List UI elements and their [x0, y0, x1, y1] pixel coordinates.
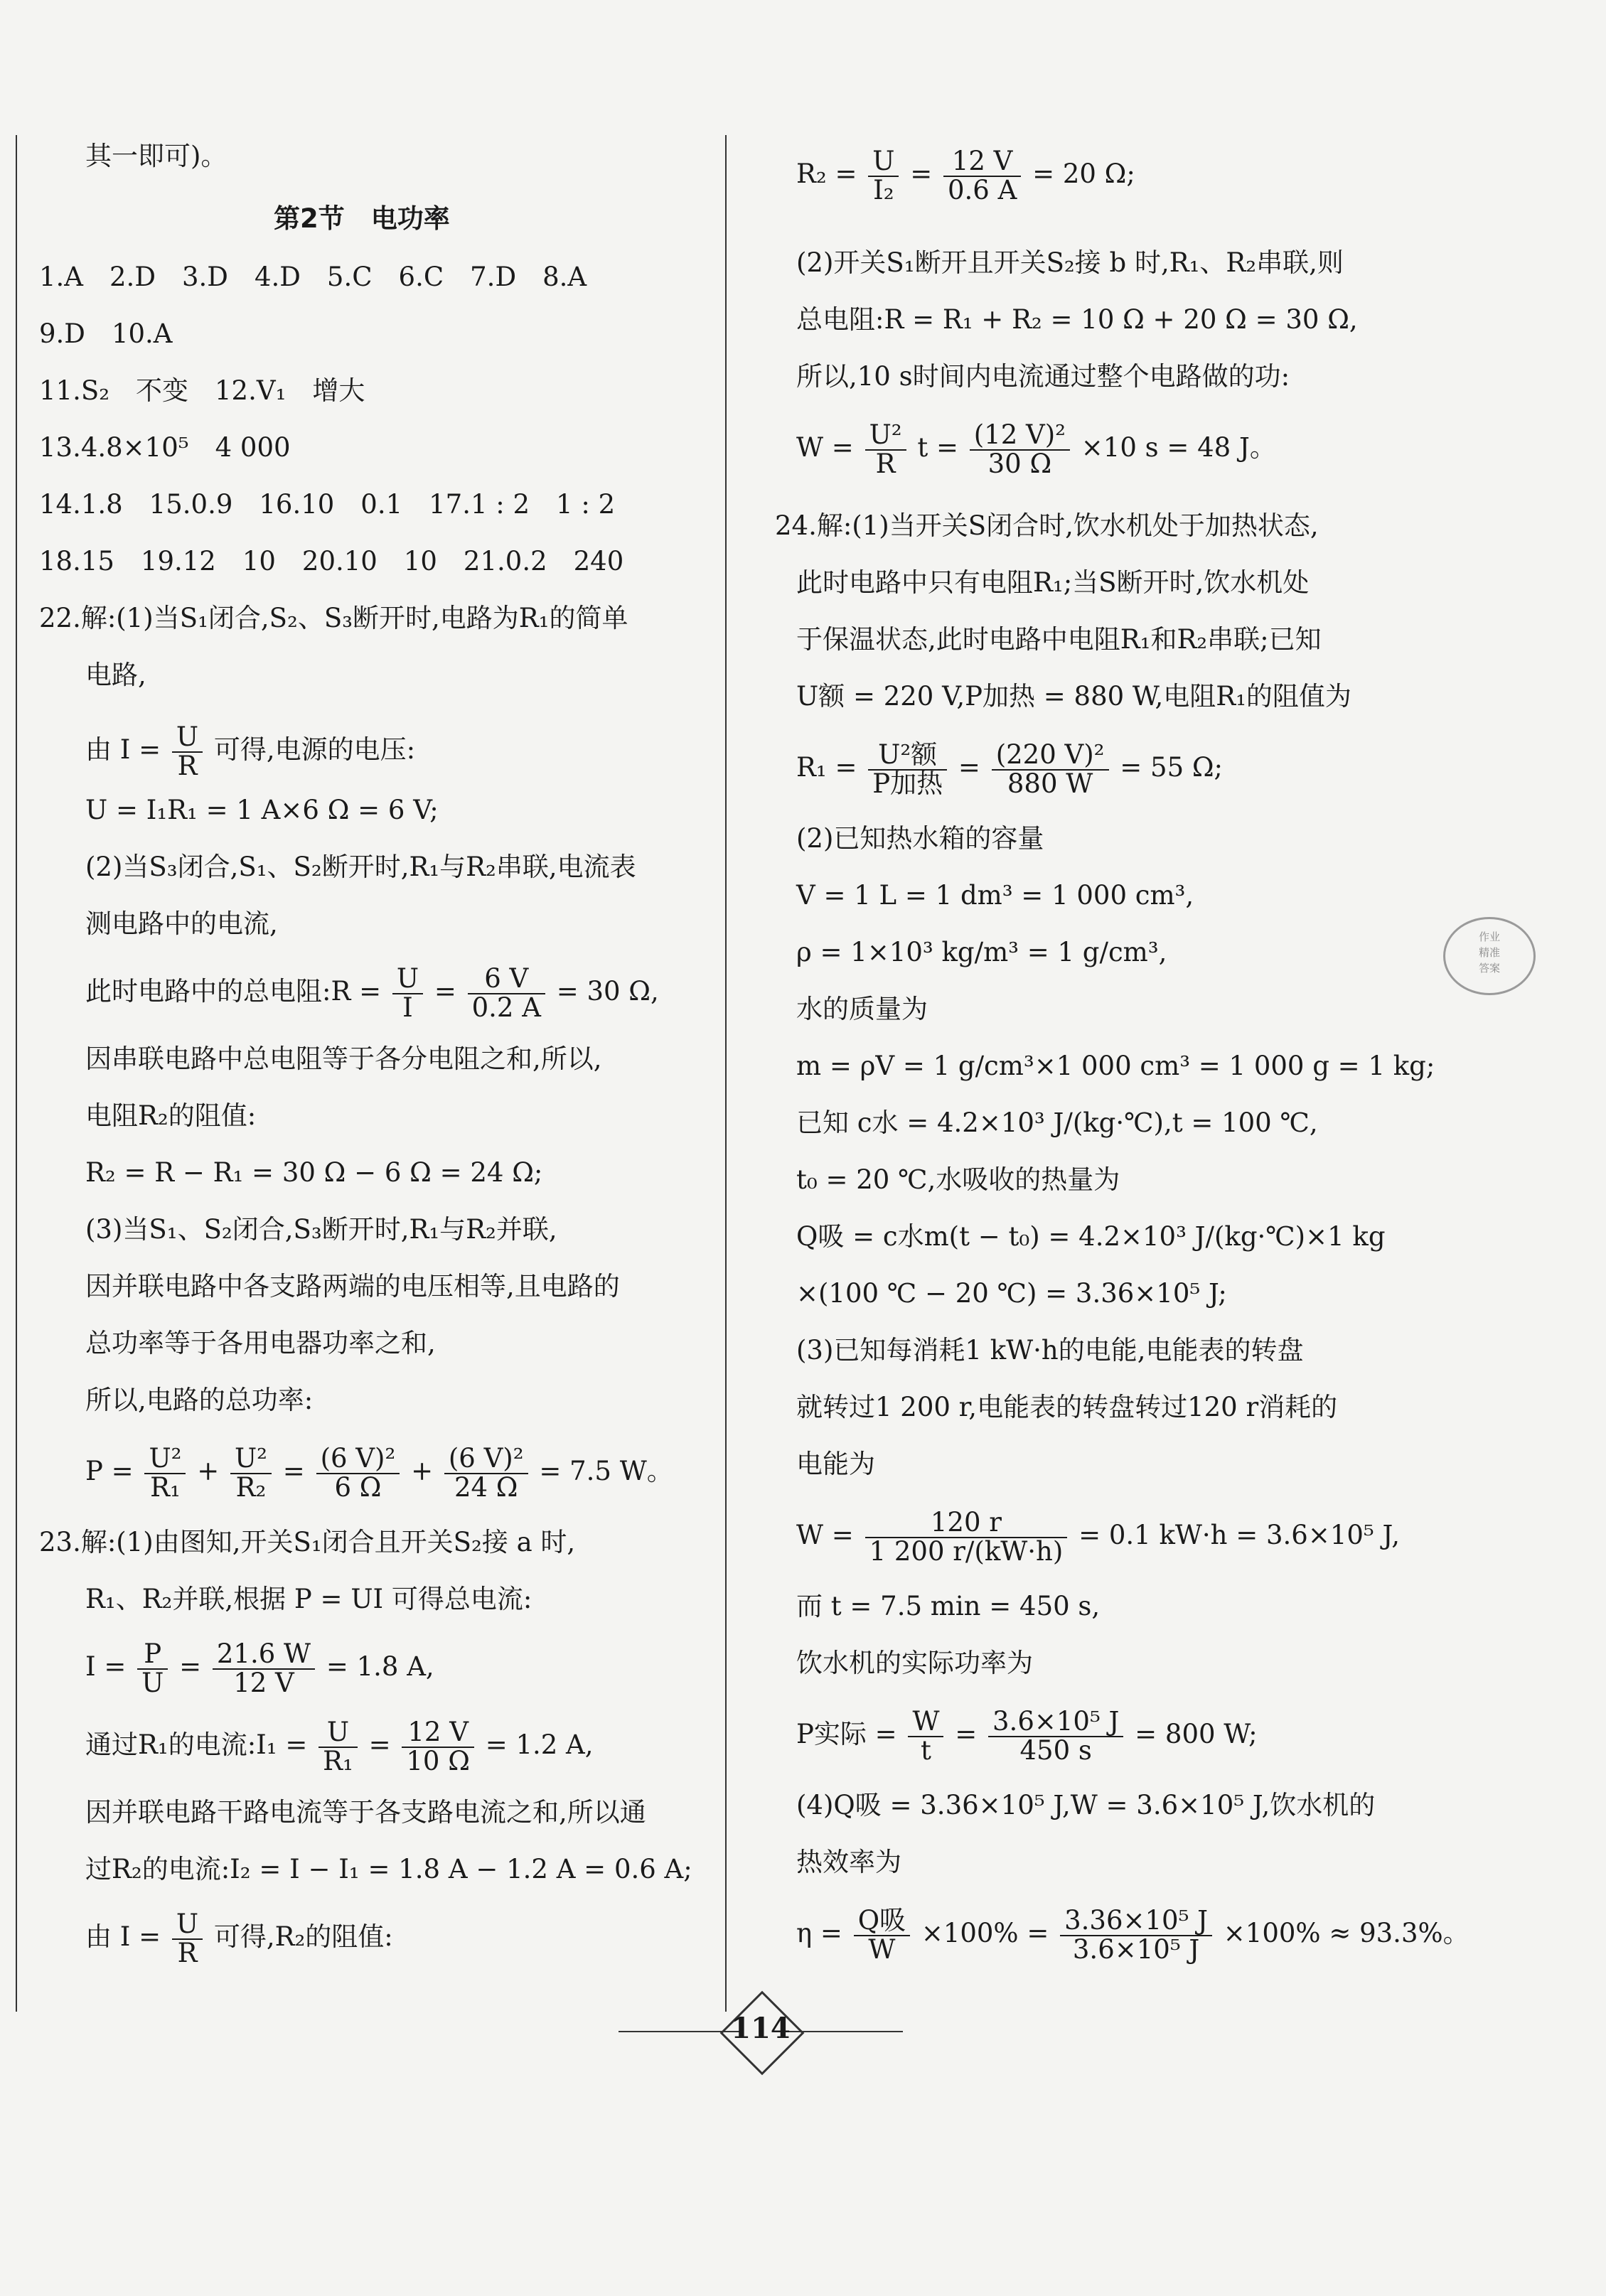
- text-line: 其一即可)。: [85, 141, 227, 171]
- denominator: t: [921, 1734, 931, 1766]
- solution-line: 所以,电路的总功率:: [85, 1385, 314, 1415]
- section-title: 第2节 电功率: [274, 203, 450, 234]
- numerator: 120 r: [865, 1509, 1068, 1538]
- formula-line: 已知 c水 = 4.2×10³ J/(kg·℃),t = 100 ℃,: [796, 1107, 1318, 1138]
- formula-line: ρ = 1×10³ kg/m³ = 1 g/cm³,: [796, 937, 1167, 967]
- formula-line: [796, 1898, 1470, 1969]
- denominator: R₁: [150, 1471, 181, 1503]
- solution-line: 总电阻:R = R₁ + R₂ = 10 Ω + 20 Ω = 30 Ω,: [796, 304, 1358, 335]
- numerator: 12 V: [943, 148, 1021, 177]
- formula-line: [796, 412, 1276, 483]
- formula-line: [85, 1905, 393, 1969]
- stamp-line-3: 答案: [1478, 962, 1500, 975]
- formula-text: W =: [796, 1520, 854, 1550]
- denominator: 0.2 A: [471, 992, 541, 1023]
- page-number: 114: [731, 2012, 791, 2045]
- solution-line: (3)当S₁、S₂闭合,S₃断开时,R₁与R₂并联,: [85, 1214, 557, 1245]
- solution-line: 此时电路中只有电阻R₁;当S断开时,饮水机处: [796, 567, 1310, 598]
- formula-text: +: [197, 1456, 220, 1486]
- fraction: [402, 1716, 474, 1776]
- formula-line: [85, 718, 415, 782]
- numerator: W: [908, 1708, 943, 1737]
- numerator: U²: [144, 1445, 186, 1474]
- solution-line: (2)当S₃闭合,S₁、S₂断开时,R₁与R₂串联,电流表: [85, 852, 636, 882]
- fraction: [316, 1442, 400, 1503]
- formula-text: 可得,电源的电压:: [213, 734, 416, 765]
- solution-line: 电能为: [796, 1449, 875, 1479]
- formula-text: R₂ =: [796, 159, 857, 189]
- numerator: 21.6 W: [213, 1641, 315, 1670]
- numerator: 12 V: [402, 1719, 474, 1748]
- formula-line: [796, 142, 1135, 206]
- formula-text: = 1.2 A,: [485, 1729, 594, 1760]
- denominator: R: [177, 750, 198, 781]
- formula-text: η =: [796, 1918, 842, 1948]
- formula-text: +: [411, 1456, 434, 1486]
- formula-line: [796, 1500, 1400, 1571]
- formula-text: I =: [85, 1651, 127, 1682]
- denominator: R₁: [323, 1745, 353, 1776]
- formula-line: [796, 1699, 1258, 1770]
- formula-text: =: [282, 1456, 305, 1486]
- formula-text: ×100% ≈ 93.3%。: [1223, 1918, 1470, 1948]
- fraction: [865, 1506, 1068, 1567]
- solution-line: 所以,10 s时间内电流通过整个电路做的功:: [796, 361, 1290, 392]
- formula-text: 可得,R₂的阻值:: [213, 1921, 393, 1952]
- formula-text: =: [179, 1651, 202, 1682]
- solution-line: R₁、R₂并联,根据 P = UI 可得总电流:: [85, 1584, 532, 1614]
- formula-text: = 0.1 kW·h = 3.6×10⁵ J,: [1078, 1520, 1400, 1550]
- denominator: P加热: [872, 768, 943, 799]
- formula-text: =: [368, 1729, 391, 1760]
- formula-line: [796, 732, 1223, 803]
- numerator: 3.6×10⁵ J: [988, 1708, 1123, 1737]
- fraction: [970, 419, 1070, 479]
- fraction: [230, 1442, 272, 1503]
- fraction: [392, 962, 423, 1023]
- denominator: 0.6 A: [947, 174, 1017, 205]
- numerator: U²额: [868, 741, 947, 771]
- denominator: W: [868, 1933, 896, 1965]
- solution-line: (2)已知热水箱的容量: [796, 823, 1044, 854]
- solution-line: 因并联电路干路电流等于各支路电流之和,所以通: [85, 1797, 646, 1828]
- numerator: (6 V)²: [444, 1445, 528, 1474]
- formula-line: [85, 960, 659, 1024]
- formula-text: 由 I =: [85, 734, 161, 765]
- denominator: 30 Ω: [987, 448, 1052, 479]
- denominator: 10 Ω: [406, 1745, 470, 1776]
- answers-line: 18.15 19.12 10 20.10 10 21.0.2 240: [39, 546, 624, 576]
- fraction: [137, 1638, 168, 1698]
- answers-line: 9.D 10.A: [39, 318, 173, 349]
- solution-line: 电阻R₂的阻值:: [85, 1100, 257, 1131]
- solution-line: 22.解:(1)当S₁闭合,S₂、S₃断开时,电路为R₁的简单: [39, 603, 628, 633]
- fraction: [908, 1705, 943, 1766]
- formula-line: R₂ = R − R₁ = 30 Ω − 6 Ω = 24 Ω;: [85, 1157, 543, 1188]
- denominator: I₂: [873, 174, 894, 205]
- numerator: 6 V: [468, 965, 545, 994]
- numerator: U: [172, 1911, 203, 1940]
- solution-line: 过R₂的电流:I₂ = I − I₁ = 1.8 A − 1.2 A = 0.6 A;: [85, 1854, 692, 1884]
- formula-line: V = 1 L = 1 dm³ = 1 000 cm³,: [796, 880, 1194, 911]
- formula-text: = 800 W;: [1135, 1719, 1258, 1749]
- numerator: (12 V)²: [970, 422, 1070, 451]
- fraction: [318, 1716, 358, 1776]
- stamp-line-1: 作业: [1478, 930, 1500, 943]
- formula-line: t₀ = 20 ℃,水吸收的热量为: [796, 1164, 1120, 1195]
- solution-line: 23.解:(1)由图知,开关S₁闭合且开关S₂接 a 时,: [39, 1527, 576, 1557]
- fraction: [868, 741, 947, 798]
- numerator: (6 V)²: [316, 1445, 400, 1474]
- solution-line: 热效率为: [796, 1847, 901, 1877]
- numerator: U²: [230, 1445, 272, 1474]
- numerator: P: [137, 1641, 168, 1670]
- numerator: U: [172, 724, 203, 753]
- numerator: (220 V)²: [992, 741, 1109, 771]
- formula-text: W =: [796, 432, 854, 463]
- formula-line: Q吸 = c水m(t − t₀) = 4.2×10³ J/(kg·℃)×1 kg: [796, 1221, 1386, 1252]
- formula-text: =: [955, 1719, 978, 1749]
- fraction: [1060, 1904, 1212, 1965]
- denominator: U: [141, 1667, 164, 1698]
- solution-line: 就转过1 200 r,电能表的转盘转过120 r消耗的: [796, 1392, 1338, 1422]
- formula-text: =: [910, 159, 933, 189]
- formula-text: =: [958, 752, 980, 783]
- fraction: [868, 145, 899, 205]
- formula-text: ×10 s = 48 J。: [1081, 432, 1276, 463]
- solution-line: U额 = 220 V,P加热 = 880 W,电阻R₁的阻值为: [796, 681, 1351, 712]
- fraction: [988, 1705, 1123, 1766]
- formula-text: t =: [917, 432, 958, 463]
- answers-line: 11.S₂ 不变 12.V₁ 增大: [39, 375, 365, 406]
- formula-text: = 1.8 A,: [326, 1651, 434, 1682]
- numerator: Q吸: [854, 1907, 910, 1936]
- solution-line: 饮水机的实际功率为: [796, 1648, 1033, 1678]
- formula-line: 而 t = 7.5 min = 450 s,: [796, 1591, 1101, 1621]
- denominator: I: [402, 992, 413, 1023]
- formula-text: = 30 Ω,: [556, 976, 659, 1007]
- fraction: [144, 1442, 186, 1503]
- right-column: [775, 142, 1564, 1990]
- denominator: 12 V: [233, 1667, 294, 1698]
- formula-line: [85, 1635, 434, 1699]
- formula-text: = 55 Ω;: [1120, 752, 1224, 783]
- solution-line: 于保温状态,此时电路中电阻R₁和R₂串联;已知: [796, 624, 1322, 655]
- denominator: 880 W: [1007, 768, 1093, 799]
- formula-text: =: [434, 976, 456, 1007]
- denominator: 1 200 r/(kW·h): [869, 1535, 1064, 1567]
- formula-text: 通过R₁的电流:I₁ =: [85, 1729, 308, 1760]
- fraction: [992, 741, 1109, 798]
- numerator: U: [868, 148, 899, 177]
- denominator: 6 Ω: [334, 1471, 382, 1503]
- formula-text: P =: [85, 1456, 134, 1486]
- numerator: U²: [865, 422, 906, 451]
- fraction: [865, 419, 906, 479]
- answers-line: 13.4.8×10⁵ 4 000: [39, 432, 291, 463]
- solution-line: 因串联电路中总电阻等于各分电阻之和,所以,: [85, 1044, 602, 1074]
- denominator: 3.6×10⁵ J: [1072, 1933, 1200, 1965]
- answers-line: 14.1.8 15.0.9 16.10 0.1 17.1 : 2 1 : 2: [39, 489, 616, 520]
- numerator: 3.36×10⁵ J: [1060, 1907, 1212, 1936]
- numerator: U: [318, 1719, 358, 1748]
- formula-line: m = ρV = 1 g/cm³×1 000 cm³ = 1 000 g = 1 kg;: [796, 1051, 1435, 1081]
- formula-line: [85, 1713, 594, 1777]
- column-divider: [725, 135, 727, 2012]
- stamp-line-2: 精准: [1478, 946, 1500, 959]
- fraction: [943, 145, 1021, 205]
- formula-line: [85, 1436, 673, 1507]
- formula-text: ×100% =: [921, 1918, 1049, 1948]
- numerator: U: [392, 965, 423, 994]
- denominator: R: [177, 1937, 198, 1968]
- fraction: [468, 962, 545, 1023]
- left-margin-rule: [16, 135, 17, 2012]
- formula-line: U = I₁R₁ = 1 A×6 Ω = 6 V;: [85, 795, 439, 825]
- answers-line: 1.A 2.D 3.D 4.D 5.C 6.C 7.D 8.A: [39, 262, 587, 292]
- solution-line: (3)已知每消耗1 kW·h的电能,电能表的转盘: [796, 1335, 1304, 1366]
- denominator: R₂: [235, 1471, 267, 1503]
- fraction: [172, 1908, 203, 1968]
- formula-text: = 20 Ω;: [1032, 159, 1135, 189]
- solution-line: 测电路中的电流,: [85, 908, 278, 939]
- formula-line: ×(100 ℃ − 20 ℃) = 3.36×10⁵ J;: [796, 1278, 1227, 1309]
- formula-text: 由 I =: [85, 1921, 161, 1952]
- solution-line: (2)开关S₁断开且开关S₂接 b 时,R₁、R₂串联,则: [796, 247, 1344, 278]
- formula-text: R₁ =: [796, 752, 857, 783]
- solution-line: 总功率等于各用电器功率之和,: [85, 1328, 436, 1358]
- formula-text: 此时电路中的总电阻:R =: [85, 976, 382, 1007]
- fraction: [444, 1442, 528, 1503]
- left-column: [39, 135, 700, 1983]
- solution-line: 24.解:(1)当开关S闭合时,饮水机处于加热状态,: [775, 510, 1319, 541]
- solution-line: 电路,: [85, 660, 146, 690]
- formula-line: (4)Q吸 = 3.36×10⁵ J,W = 3.6×10⁵ J,饮水机的: [796, 1790, 1376, 1820]
- formula-text: = 7.5 W。: [539, 1456, 673, 1486]
- formula-text: P实际 =: [796, 1719, 897, 1749]
- solution-line: 因并联电路中各支路两端的电压相等,且电路的: [85, 1271, 620, 1302]
- fraction: [854, 1904, 910, 1965]
- denominator: 450 s: [1019, 1734, 1092, 1766]
- denominator: 24 Ω: [454, 1471, 518, 1503]
- solution-line: 水的质量为: [796, 994, 928, 1024]
- fraction: [172, 721, 203, 781]
- fraction: [213, 1638, 315, 1698]
- denominator: R: [875, 448, 896, 479]
